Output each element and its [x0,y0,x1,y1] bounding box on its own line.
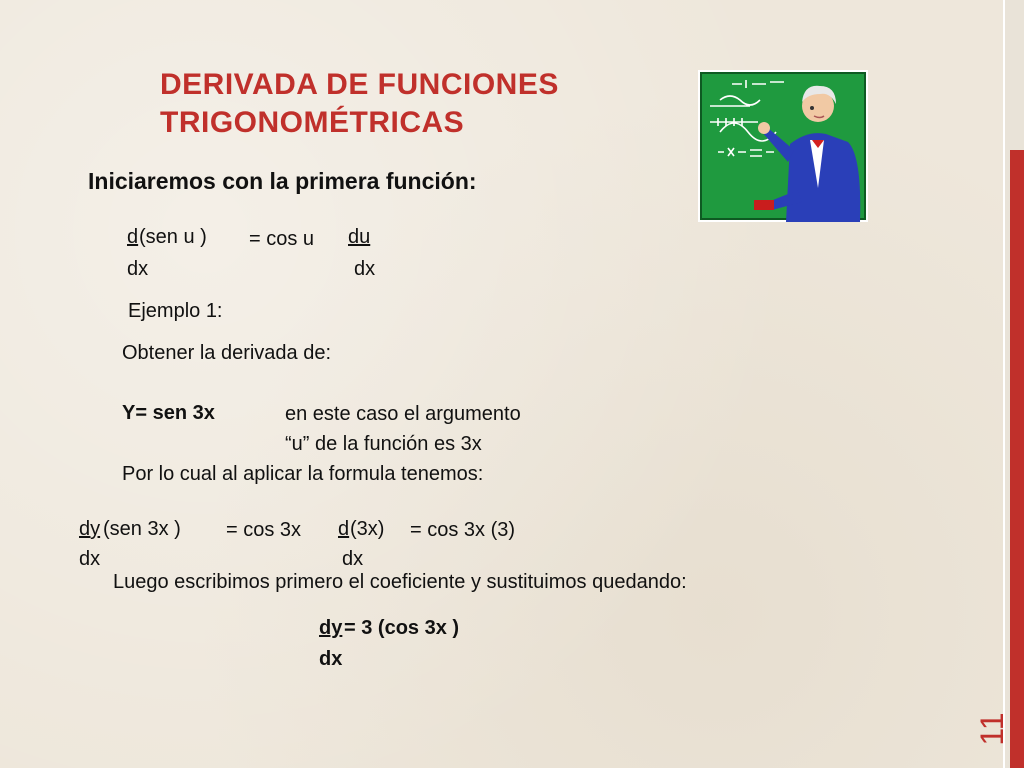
teacher-chalkboard-illustration [698,70,868,222]
step-dx-left: dx [79,548,101,570]
result-dx: dx [319,648,343,670]
slide-number: 11 [974,712,1010,746]
function-y-equals: Y= sen 3x [122,402,215,424]
slide-title [160,66,680,142]
step-equals-cos-3x: = cos 3x [226,519,302,541]
formula-d: d [127,226,139,248]
formula-sen-u: (sen u ) [139,226,207,248]
step-equals-result: = cos 3x (3) [410,519,516,541]
step-d: d [338,518,350,540]
then-text: Luego escribimos primero el coeficiente y sustituimos quedando: [113,571,687,593]
step-3x: (3x) [350,518,385,540]
result-dy: dy [319,617,343,639]
formula-du: du [348,226,371,248]
argument-line-1: en este caso el argumento [285,403,521,425]
formula-dx-left: dx [127,258,149,280]
intro-heading: Iniciaremos con la primera función: [88,168,477,194]
example-label: Ejemplo 1: [128,300,223,322]
formula-dx-right: dx [354,258,376,280]
obtain-text: Obtener la derivada de: [122,342,332,364]
step-dx-mid: dx [342,548,364,570]
result-expression: = 3 (cos 3x ) [344,617,460,639]
title-line-1: DERIVADA DE FUNCIONES [160,68,559,101]
red-accent-bar [1010,150,1024,768]
formula-equals-cos-u: = cos u [249,228,315,250]
step-dy: dy [79,518,101,540]
step-sen-3x: (sen 3x ) [103,518,181,540]
title-line-2: TRIGONOMÉTRICAS [160,106,465,139]
apply-formula-text: Por lo cual al aplicar la formula tenemos: [122,463,484,485]
argument-line-2: “u” de la función es 3x [285,433,482,455]
